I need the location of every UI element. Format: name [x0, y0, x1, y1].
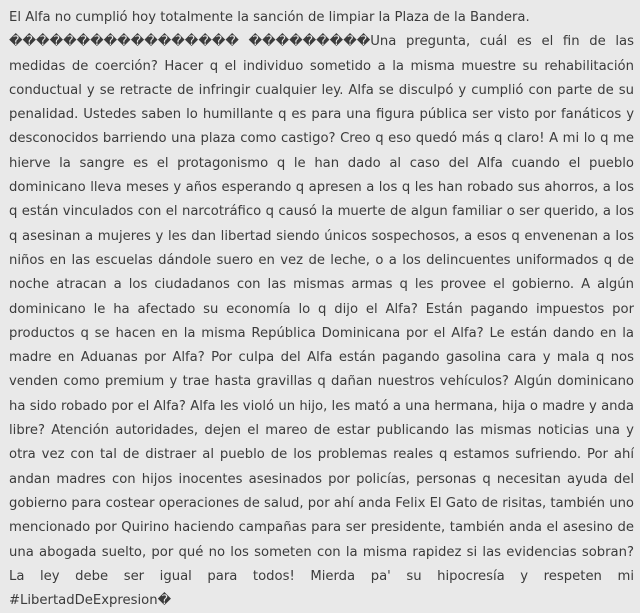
- post-first-line: El Alfa no cumplió hoy totalmente la sanción de limpiar la Plaza de la Bandera.: [9, 10, 530, 25]
- post-main-text: ����������������� ���������Una pregunta, cuál es el fin de las medidas de coerción? Hacer q el individuo sometido a la misma muestre su rehabilitación conductual y se retracte de infringir cualquier ley. Alfa se disculpó y cumplió con parte de su penalidad. Ustedes saben lo humillante q es para una figura pública ser visto por fanáticos y desconocidos barriendo una plaza como castigo? Creo q eso quedó más q claro! A mi lo q me hierve la sangre es el protagonismo q le han dado al caso del Alfa cuando el pueblo dominicano lleva meses y años esperando q apresen a los q les han robado sus ahorros, a los q están vinculados con el narcotráfico q causó la muerte de algun familiar o ser querido, a los q asesinan a mujeres y les dan libertad siendo únicos sospechosos, a esos q envenenan a los niños en las escuelas dándole suero en vez de leche, o a los delincuentes uniformados q de noche atracan a los ciudadanos con las mismas armas q les provee el gobierno. A algún dominicano le ha afectado su economía lo q dijo el Alfa? Están pagando impuestos por productos q se hacen en la misma República Dominicana por el Alfa? Le están dando en la madre en Aduanas por Alfa? Por culpa del Alfa están pagando gasolina cara y mala q nos venden como premium y trae hasta gravillas q dañan nuestros vehículos? Algún dominicano ha sido robado por el Alfa? Alfa les violó un hijo, les mató a una hermana, hija o madre y anda libre? Atención autoridades, dejen el mareo de estar publicando las mismas noticias una y otra vez con tal de distraer al pueblo de los problemas reales q estamos sufriendo. Por ahí andan madres con hijos inocentes asesinados por policías, personas q necesitan ayuda del gobierno para costear operaciones de salud, por ahí anda Felix El Gato de risitas, también uno mencionado por Quirino haciendo campañas para ser presidente, también anda el asesino de una abogada suelto, por qué no los someten con la misma rapidez si las evidencias sobran? La ley debe ser igual para todos! Mierda pa' su hipocresía y respeten mi #LibertadDeExpresion�: [9, 34, 634, 609]
- post-body: [9, 6, 634, 613]
